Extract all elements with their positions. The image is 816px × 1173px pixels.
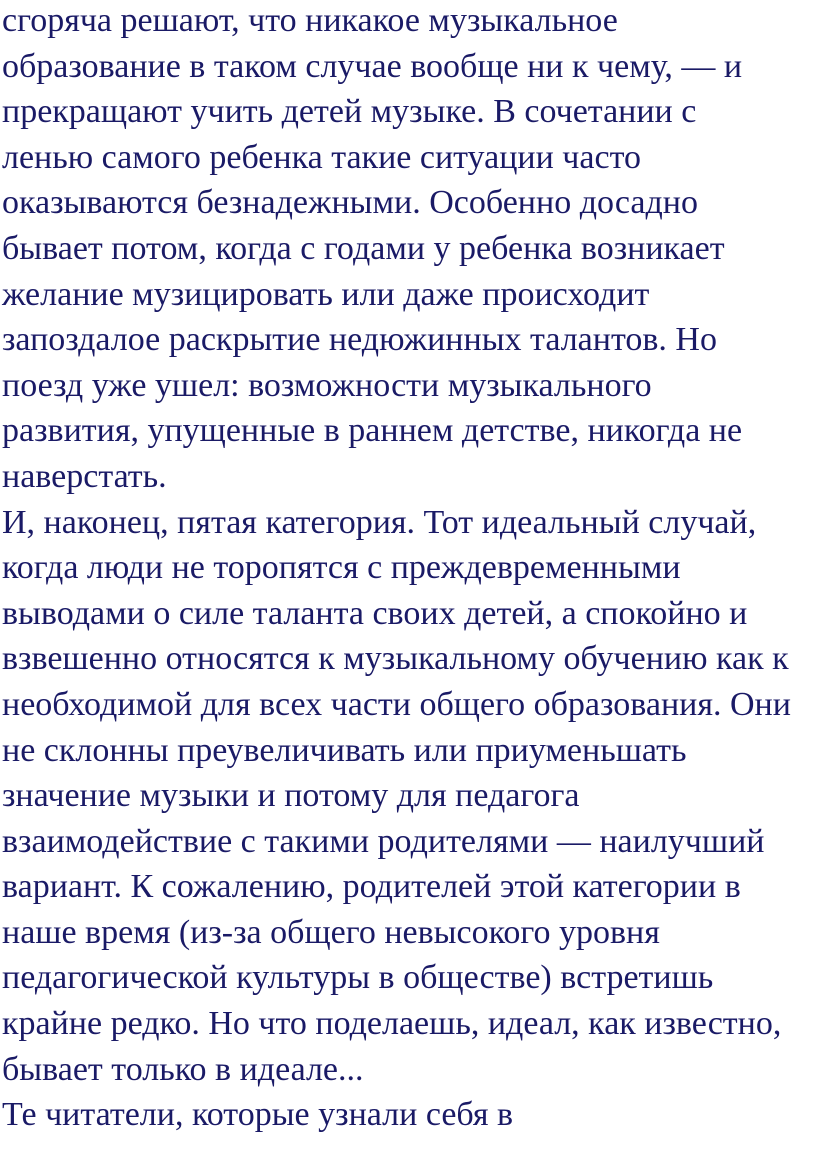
text-line: бывает только в идеале... [2, 1050, 364, 1088]
text-line: оказываются безнадежными. Особенно досадно [2, 184, 698, 222]
text-line: бывает потом, когда с годами у ребенка возникает [2, 229, 725, 267]
text-line: Те читатели, которые узнали себя в [2, 1096, 514, 1134]
text-line: педагогической культуры в обществе) встретишь [2, 959, 714, 997]
paragraph-2 [2, 500, 816, 1093]
text-line: поезд уже ушел: возможности музыкального [2, 366, 652, 404]
paragraph-3 [2, 1092, 816, 1138]
text-line: наше время (из-за общего невысокого уровня [2, 913, 660, 951]
text-line: крайне редко. Но что поделаешь, идеал, как известно, [2, 1005, 782, 1043]
text-line: И, наконец, пятая категория. Тот идеальный случай, [2, 503, 757, 541]
paragraph-1 [2, 0, 816, 500]
text-line: не склонны преувеличивать или приуменьшать [2, 731, 687, 769]
text-line: взаимодействие с такими родителями — наилучший [2, 822, 765, 860]
text-line: вариант. К сожалению, родителей этой категории в [2, 868, 741, 906]
document-page [2, 0, 816, 1138]
text-line: выводами о силе таланта своих детей, а спокойно и [2, 594, 748, 632]
text-line: ленью самого ребенка такие ситуации часто [2, 138, 641, 176]
text-line: взвешенно относятся к музыкальному обучению как к [2, 640, 789, 678]
text-line: образование в таком случае вообще ни к чему, — и [2, 47, 743, 85]
text-line: когда люди не торопятся с преждевременными [2, 549, 681, 587]
text-line: запоздалое раскрытие недюжинных талантов. Но [2, 321, 717, 359]
text-line: прекращают учить детей музыке. В сочетании с [2, 93, 697, 131]
text-line: развития, упущенные в раннем детстве, никогда не [2, 412, 743, 450]
text-line: сгоряча решают, что никакое музыкальное [2, 2, 618, 39]
text-line: необходимой для всех части общего образования. Они [2, 685, 791, 723]
text-line: значение музыки и потому для педагога [2, 777, 580, 815]
text-line: желание музицировать или даже происходит [2, 275, 650, 313]
text-line: наверстать. [2, 457, 167, 495]
